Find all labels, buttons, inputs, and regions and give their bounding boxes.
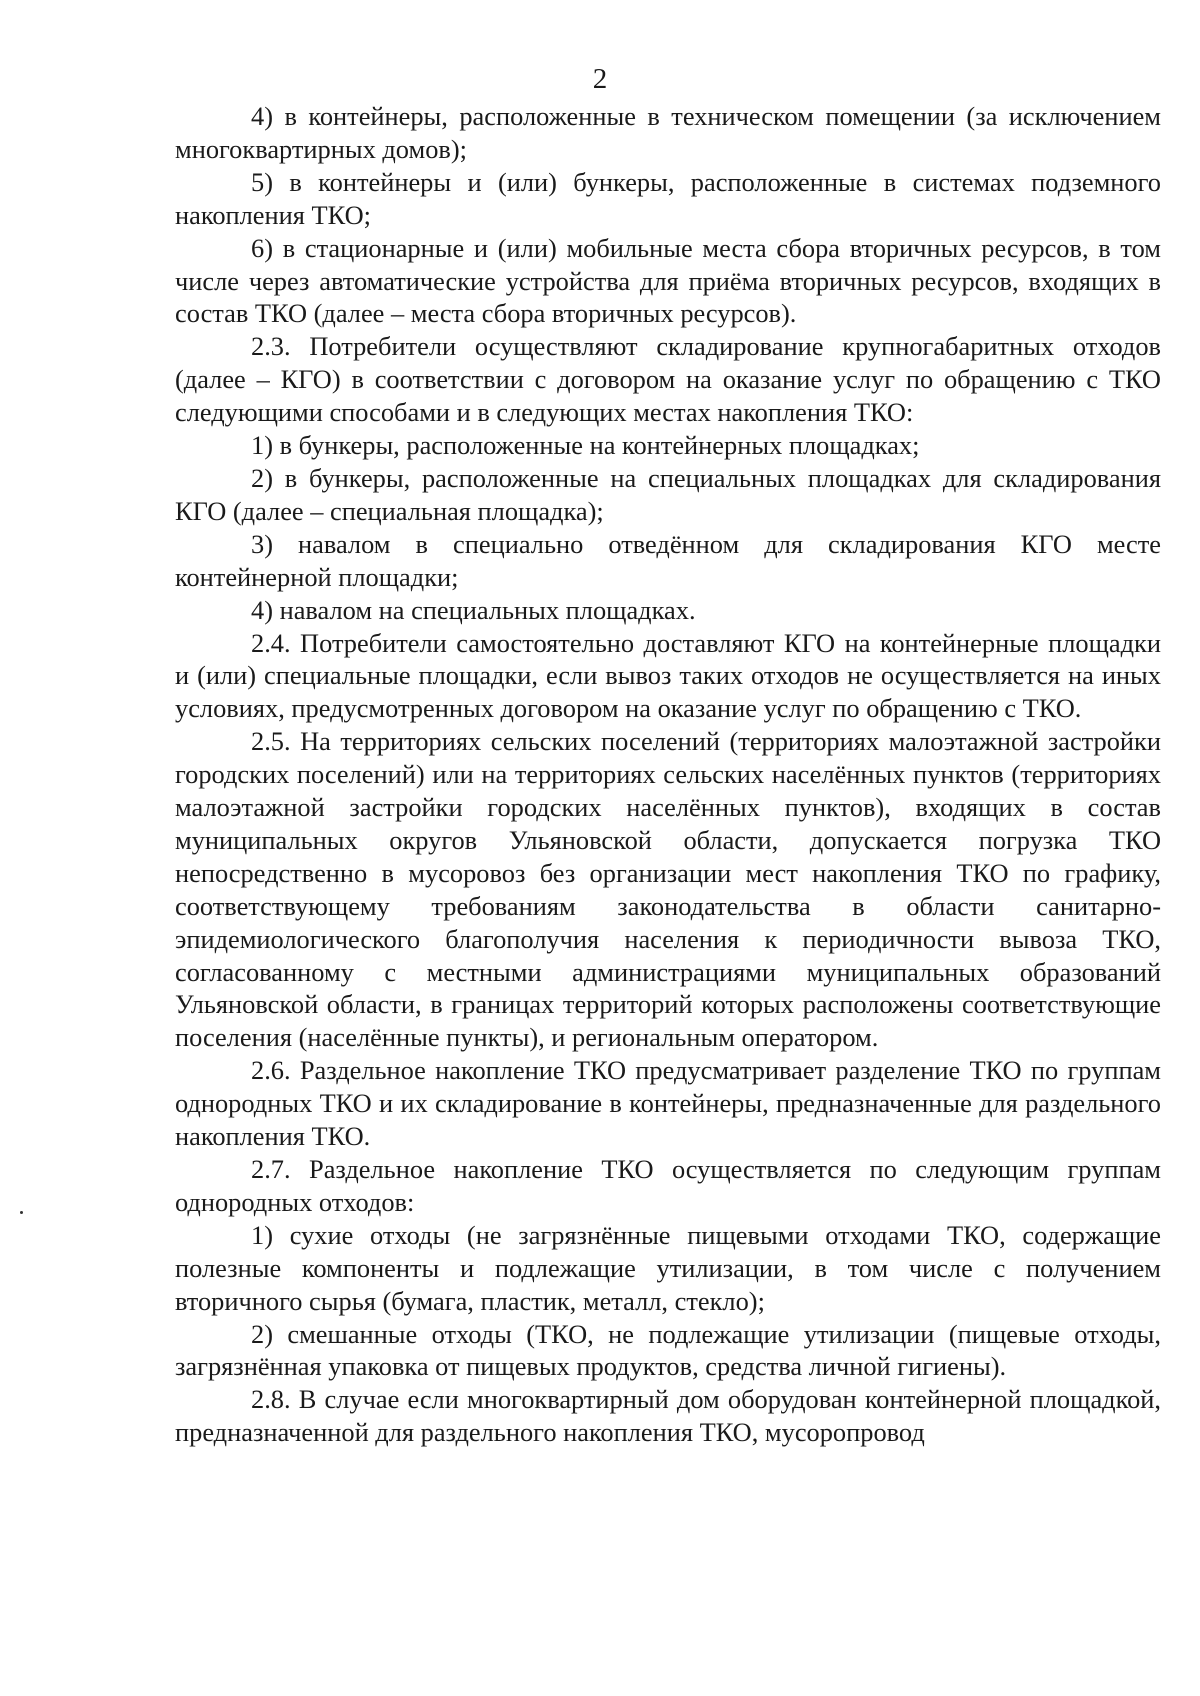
paragraph-2-6: 2.6. Раздельное накопление ТКО предусматривает разделение ТКО по группам однородных ТКО и их складирование в контейнеры, предназначенные для раздельного накопления ТКО. [175,1055,1161,1152]
scan-dot-mark [20,1211,23,1214]
paragraph-2-4: 2.4. Потребители самостоятельно доставляют КГО на контейнерные площадки и (или) специальные площадки, если вывоз таких отходов не осуществляется на иных условиях, предусмотренных договором на оказание услуг по обращению с ТКО. [175,627,1161,724]
paragraph-kgo-item-3: 3) навалом в специально отведённом для складирования КГО месте контейнерной площадки; [175,528,1161,592]
document-body [175,100,1161,1449]
paragraph-kgo-item-4: 4) навалом на специальных площадках. [251,594,696,625]
paragraph-2-8: 2.8. В случае если многоквартирный дом оборудован контейнерной площадкой, предназначенной для раздельного накопления ТКО, мусоропровод [175,1384,1161,1448]
page-number: 2 [592,63,608,95]
paragraph-2-5: 2.5. На территориях сельских поселений (территориях малоэтажной застройки городских поселений) или на территориях сельских населённых пунктов (территориях малоэтажной застройки городских населённых пунктов), входящих в состав муниципальных округов Ульяновской области, допускается погрузка ТКО непосредственно в мусоровоз без организации мест накопления ТКО по графику, соответствующему требованиям законодательства в области санитарно-эпидемиологического благополучия населения к периодичности вывоза ТКО, согласованному с местными администрациями муниципальных образований Ульяновской области, в границах территорий которых расположены соответствующие поселения (населённые пункты), и региональным оператором. [175,726,1161,1053]
paragraph-item-5-underground-systems: 5) в контейнеры и (или) бункеры, расположенные в системах подземного накопления ТКО; [175,166,1161,230]
paragraph-item-6-secondary-resources: 6) в стационарные и (или) мобильные места сбора вторичных ресурсов, в том числе через автоматические устройства для приёма вторичных ресурсов, входящих в состав ТКО (далее – места сбора вторичных ресурсов). [175,232,1161,329]
paragraph-kgo-item-2: 2) в бункеры, расположенные на специальных площадках для складирования КГО (далее – специальная площадка); [175,462,1161,526]
paragraph-kgo-item-1: 1) в бункеры, расположенные на контейнерных площадках; [251,430,920,461]
paragraph-2-3: 2.3. Потребители осуществляют складирование крупногабаритных отходов (далее – КГО) в соответствии с договором на оказание услуг по обращению с ТКО следующими способами и в следующих местах накопления ТКО: [175,331,1161,428]
paragraph-item-4-technical-room: 4) в контейнеры, расположенные в техническом помещении (за исключением многоквартирных домов); [175,101,1161,164]
paragraph-mixed-waste-item-2: 2) смешанные отходы (ТКО, не подлежащие утилизации (пищевые отходы, загрязнённая упаковка от пищевых продуктов, средства личной гигиены). [175,1318,1161,1382]
paragraph-dry-waste-item-1: 1) сухие отходы (не загрязнённые пищевыми отходами ТКО, содержащие полезные компоненты и подлежащие утилизации, в том числе с получением вторичного сырья (бумага, пластик, металл, стекло); [175,1219,1161,1316]
paragraph-2-7: 2.7. Раздельное накопление ТКО осуществляется по следующим группам однородных отходов: [175,1154,1161,1217]
